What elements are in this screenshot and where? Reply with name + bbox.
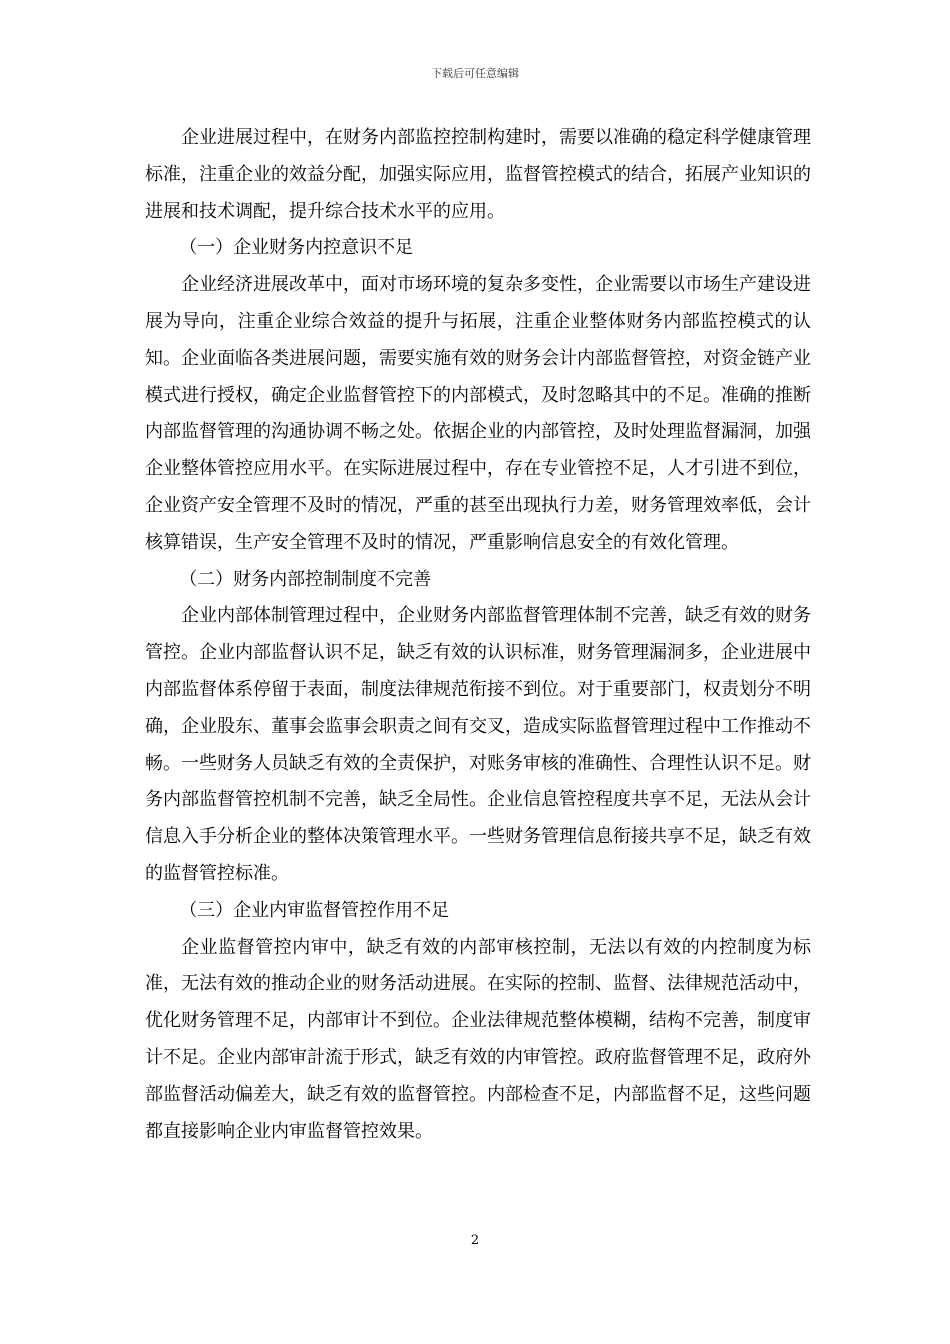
document-body [145, 120, 811, 1150]
page-number: 2 [470, 1233, 480, 1248]
section-heading-3: （三）企业内审监督管控作用不足 [179, 899, 450, 921]
paragraph-section-1: 企业经济进展改革中，面对市场环境的复杂多变性，企业需要以市场生产建设进展为导向，注重企业综合效益的提升与拓展，注重企业整体财务内部监控模式的认知。企业面临各类进展问题，需要实施有效的财务会计内部监督管控，对资金链产业模式进行授权，确定企业监督管控下的内部模式，及时忽略其中的不足。准确的推断内部监督管理的沟通协调不畅之处。依据企业的内部管控，及时处理监督漏洞，加强企业整体管控应用水平。在实际进展过程中，存在专业管控不足，人才引进不到位，企业资产安全管理不及时的情况，严重的甚至出现执行力差，财务管理效率低，会计核算错误，生产安全管理不及时的情况，严重影响信息安全的有效化管理。 [145, 274, 811, 553]
page-header: 下载后可任意编辑 [431, 67, 519, 80]
paragraph-intro: 企业进展过程中，在财务内部监控控制构建时，需要以准确的稳定科学健康管理标准，注重企业的效益分配，加强实际应用，监督管控模式的结合，拓展产业知识的进展和技术调配，提升综合技术水平的应用。 [145, 127, 811, 222]
section-heading-1: （一）企业财务内控意识不足 [179, 237, 414, 259]
paragraph-section-3: 企业监督管控内审中，缺乏有效的内部审核控制，无法以有效的内控制度为标准，无法有效的推动企业的财务活动进展。在实际的控制、监督、法律规范活动中，优化财务管理不足，内部审计不到位。企业法律规范整体模糊，结构不完善，制度审计不足。企业内部审計流于形式，缺乏有效的内审管控。政府监督管理不足，政府外部监督活动偏差大，缺乏有效的监督管控。内部检查不足，内部监督不足，这些问题都直接影响企业内审监督管控效果。 [145, 936, 811, 1142]
section-heading-2: （二）财务内部控制制度不完善 [179, 568, 432, 590]
paragraph-section-2: 企业内部体制管理过程中，企业财务内部监督管理体制不完善，缺乏有效的财务管控。企业内部监督认识不足，缺乏有效的认识标准，财务管理漏洞多，企业进展中内部监督体系停留于表面，制度法律规范衔接不到位。对于重要部门，权责划分不明确，企业股东、董事会监事会职责之间有交叉，造成实际监督管理过程中工作推动不畅。一些财务人员缺乏有效的全责保护，对账务审核的准确性、合理性认识不足。财务内部监督管控机制不完善，缺乏全局性。企业信息管控程度共享不足，无法从会计信息入手分析企业的整体决策管理水平。一些财务管理信息衔接共享不足，缺乏有效的监督管控标准。 [145, 605, 811, 884]
